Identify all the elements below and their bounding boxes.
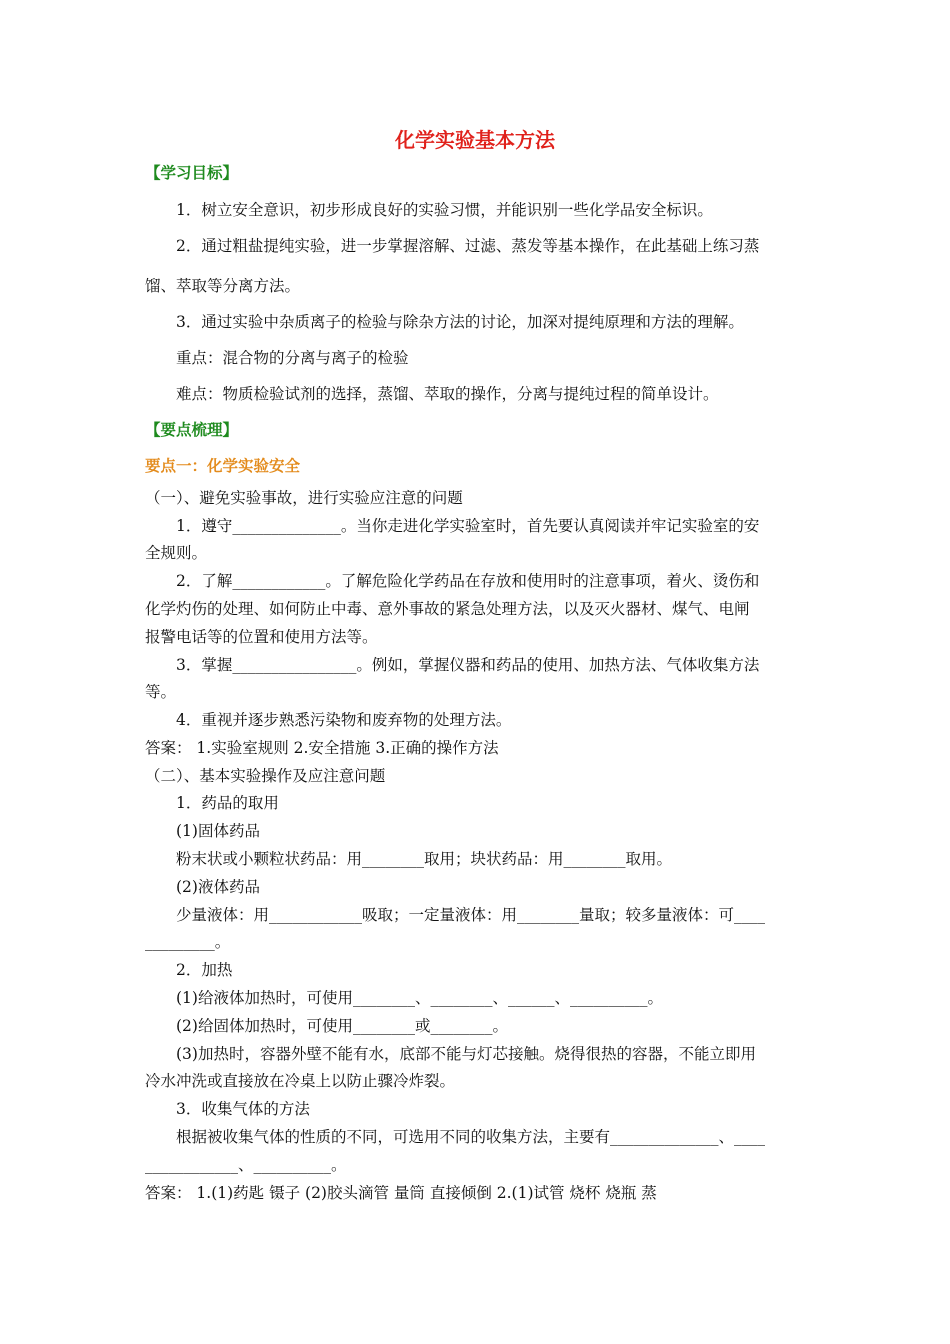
- difficulty-line: 难点：物质检验试剂的选择，蒸馏、萃取的操作，分离与提纯过程的简单设计。: [176, 385, 719, 403]
- body-line: 1．遵守______________。当你走进化学实验室时，首先要认真阅读并牢记实验室的安: [176, 517, 760, 535]
- body-line: 1．药品的取用: [176, 794, 279, 812]
- body-line: 2．了解____________。了解危险化学药品在存放和使用时的注意事项，着火、烫伤和: [176, 572, 760, 590]
- body-line: ____________、__________。: [145, 1156, 347, 1174]
- body-line: 3．收集气体的方法: [176, 1100, 310, 1118]
- goal-line: 1．树立安全意识，初步形成良好的实验习惯，并能识别一些化学品安全标识。: [176, 201, 713, 219]
- body-line: 根据被收集气体的性质的不同，可选用不同的收集方法，主要有______________、____: [176, 1128, 766, 1146]
- body-line: (3)加热时，容器外壁不能有水，底部不能与灯芯接触。烧得很热的容器，不能立即用: [176, 1045, 756, 1063]
- body-line: (2)液体药品: [176, 878, 260, 896]
- answer-line: 答案： 1.(1)药匙 镊子 (2)胶头滴管 量筒 直接倾倒 2.(1)试管 烧杯 烧瓶 蒸: [145, 1184, 657, 1202]
- goal-line: 2．通过粗盐提纯实验，进一步掌握溶解、过滤、蒸发等基本操作，在此基础上练习蒸: [176, 237, 760, 255]
- body-line: (1)固体药品: [176, 822, 260, 840]
- goal-line: 馏、萃取等分离方法。: [145, 277, 301, 295]
- body-line: 4．重视并逐步熟悉污染物和废弃物的处理方法。: [176, 711, 512, 729]
- body-line: 3．掌握________________。例如，掌握仪器和药品的使用、加热方法、气体收集方法: [176, 656, 760, 674]
- subsection-heading: （一）、避免实验事故，进行实验应注意的问题: [145, 489, 463, 507]
- body-line: 粉末状或小颗粒状药品：用________取用；块状药品：用________取用。: [176, 850, 673, 868]
- body-line: 全规则。: [145, 544, 208, 562]
- body-line: 报警电话等的位置和使用方法等。: [145, 628, 378, 646]
- body-line: 2．加热: [176, 961, 233, 979]
- body-line: 等。: [145, 683, 177, 701]
- section-heading-goals: 【学习目标】: [145, 164, 239, 182]
- body-line: _________。: [145, 933, 231, 951]
- body-line: 化学灼伤的处理、如何防止中毒、意外事故的紧急处理方法，以及灭火器材、煤气、电闸: [145, 600, 750, 618]
- body-line: 冷水冲洗或直接放在冷桌上以防止骤冷炸裂。: [145, 1072, 456, 1090]
- point-heading: 要点一：化学实验安全: [145, 457, 301, 475]
- key-point-line: 重点：混合物的分离与离子的检验: [176, 349, 409, 367]
- section-heading-points: 【要点梳理】: [145, 421, 239, 439]
- answer-line: 答案： 1.实验室规则 2.安全措施 3.正确的操作方法: [145, 739, 499, 757]
- body-line: (1)给液体加热时，可使用________、________、______、__________。: [176, 989, 663, 1007]
- page-title: 化学实验基本方法: [395, 128, 555, 152]
- body-line: 少量液体：用____________吸取；一定量液体：用________量取；较多量液体：可____: [176, 906, 766, 924]
- goal-line: 3．通过实验中杂质离子的检验与除杂方法的讨论，加深对提纯原理和方法的理解。: [176, 313, 744, 331]
- subsection-heading: （二）、基本实验操作及应注意问题: [145, 767, 386, 785]
- body-line: (2)给固体加热时，可使用________或________。: [176, 1017, 508, 1035]
